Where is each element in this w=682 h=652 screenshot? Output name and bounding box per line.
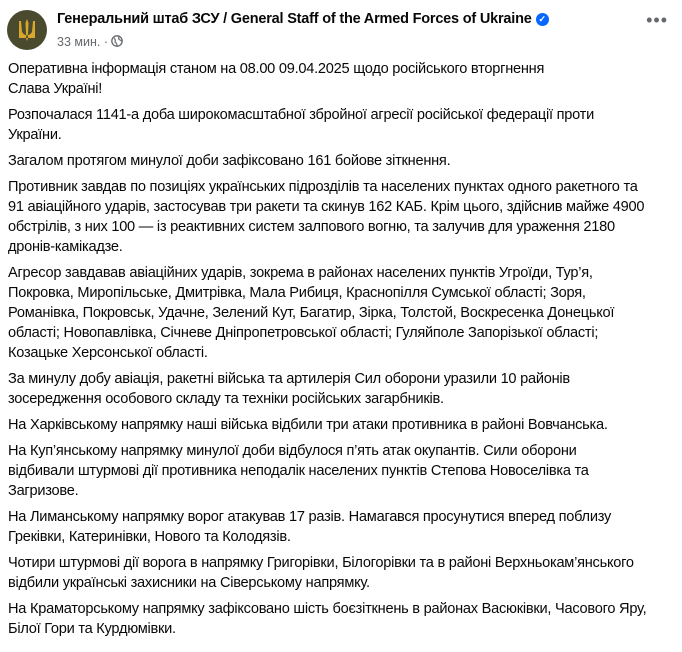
verified-badge-icon: ✓ <box>536 13 549 26</box>
trident-icon <box>17 18 37 42</box>
post-time[interactable]: 33 мин. <box>57 35 101 49</box>
paragraph: На Харківському напрямку наші війська відбили три атаки противника в районі Вовчанська. <box>8 417 608 433</box>
paragraph: За минулу добу авіація, ракетні війська та артилерія Сил оборони уразили 10 районів зосередження особового складу та техніки російських загарбників. <box>8 371 570 407</box>
paragraph: На Куп’янському напрямку минулої доби відбулося п’ять атак окупантів. Сили оборони відбивали штурмові дії противника неподалік населених пунктів Степова Новоселівка та Загризове. <box>8 443 589 499</box>
separator: · <box>100 35 112 49</box>
paragraph: Розпочалася 1141-а доба широкомасштабної збройної агресії російської федерації проти України. <box>8 107 594 143</box>
globe-icon <box>111 35 123 47</box>
paragraph: Агресор завдавав авіаційних ударів, зокрема в районах населених пунктів Угроїди, Тур’я, Покровка, Миропільське, Дмитрівка, Мала Рибиця, Краснопілля Сумської області; Зоря, Романівка, Покровськ, Удачне, Зелений Кут, Багатир, Зірка, Толстой, Воскресенка Донецької області; Новопавлівка, Січневе Дніпропетровської області; Гуляйполе Запорізької області; Козацьке Херсонської області. <box>8 265 615 361</box>
post-header <box>0 0 682 56</box>
paragraph: На Лиманському напрямку ворог атакував 17 разів. Намагався просунутися вперед поблизу Греківки, Катеринівки, Нового та Колодязів. <box>8 509 612 545</box>
paragraph: Оперативна інформація станом на 08.00 09.04.2025 щодо російського вторгнення Слава Україні! <box>8 61 545 97</box>
more-options-button[interactable]: ••• <box>646 10 668 30</box>
paragraph: Противник завдав по позиціях українських підрозділів та населених пунктах одного ракетного та 91 авіаційного ударів, застосував три ракети та скинув 162 КАБ. Крім цього, здійснив майже 4900 обстрілів, з них 100 — із реактивних систем залпового вогню, та залучив для ураження 2180 дронів-камікадзе. <box>8 179 645 255</box>
paragraph: На Краматорському напрямку зафіксовано шість боєзіткнень в районах Васюківки, Часового Яру, Білої Гори та Курдюмівки. <box>8 601 647 637</box>
avatar[interactable] <box>7 10 47 50</box>
paragraph: Чотири штурмові дії ворога в напрямку Григорівки, Білогорівки та в районі Верхньокам’янського відбили українські захисники на Сіверському напрямку. <box>8 555 634 591</box>
post-body <box>8 59 680 645</box>
author-name[interactable] <box>57 11 549 27</box>
author-name-text[interactable]: Генеральний штаб ЗСУ / General Staff of the Armed Forces of Ukraine <box>57 11 532 27</box>
paragraph: Загалом протягом минулої доби зафіксовано 161 бойове зіткнення. <box>8 153 451 169</box>
post-meta <box>57 35 123 49</box>
